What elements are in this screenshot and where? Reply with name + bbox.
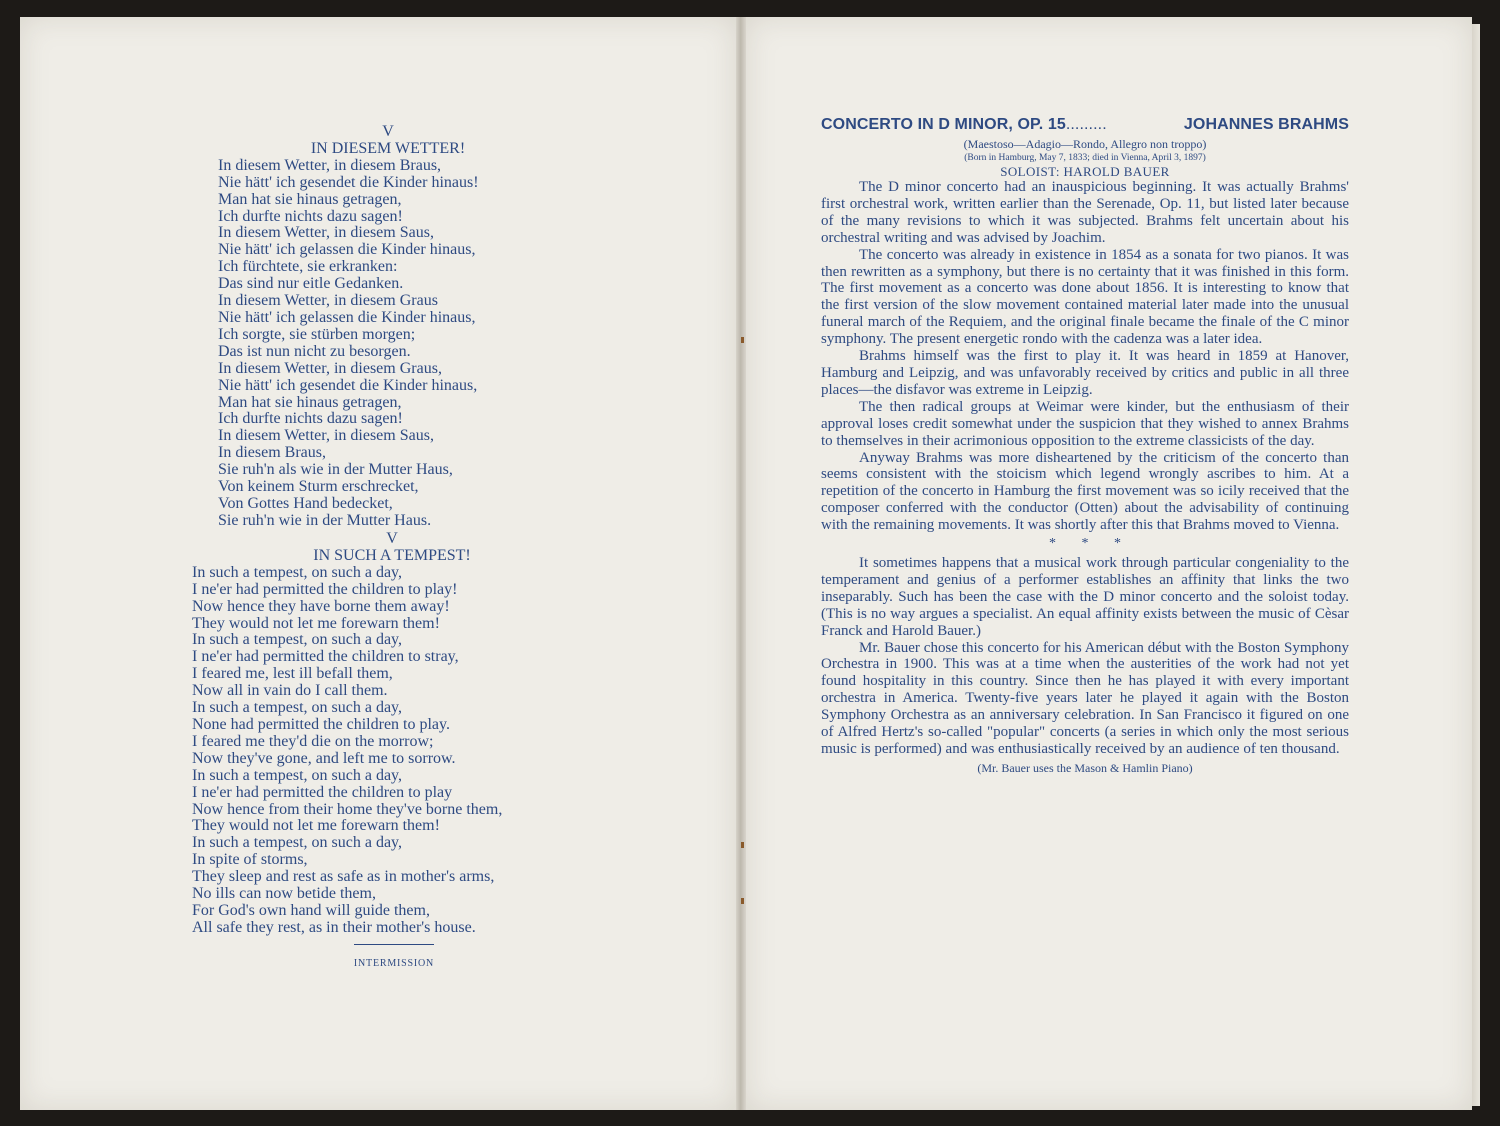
poem-line: In diesem Wetter, in diesem Graus — [218, 292, 438, 310]
poem-line: Nie hätt' ich gesendet die Kinder hinaus! — [218, 173, 479, 191]
poem-line: In spite of storms, — [192, 851, 308, 869]
paragraph: The concerto was already in existence in 1854 as a sonata for two pianos. It was then rewritten as a symphony, but there is no certainty that it was finished in this form. The first movement as a concerto was done about 1856. It is interesting to know that the first version of the slow movement contained material later made into the unusual funeral march of the Requiem, and the original finale became the finale of the C minor symphony. The present energetic rondo with the cadenza was a later idea. — [821, 246, 1349, 348]
poem-line: I ne'er had permitted the children to stray, — [192, 648, 459, 666]
paragraph: The D minor concerto had an inauspicious beginning. It was actually Brahms' first orchestral work, written earlier than the Serenade, Op. 11, but listed later because of the many revisions to which it was subjected. Brahms felt uncertain about his orchestral writing and was advised by Joachim. — [821, 179, 1349, 246]
notes-paragraphs — [821, 179, 1349, 534]
poem-line: Now hence from their home they've borne them, — [192, 800, 503, 818]
section-separator: * * * — [1049, 536, 1121, 552]
paragraph: Anyway Brahms was more disheartened by the criticism of the concerto than seems consistent with the stoicism which legend wrongly ascribes to him. At a repetition of the concerto in Hamburg the first movement was so icily received that the composer conferred with the conductor (Otten) about the advisability of continuing with the remaining movements. It was shortly after this that Brahms moved to Vienna. — [821, 449, 1349, 534]
poem-line: All safe they rest, as in their mother's house. — [192, 918, 476, 936]
german-poem — [218, 124, 578, 530]
poem-line: In such a tempest, on such a day, — [192, 699, 403, 717]
title-leader: ......... — [1065, 116, 1107, 133]
poem-line: I feared me, lest ill befall them, — [192, 665, 393, 683]
staple-mark — [741, 337, 744, 343]
poem-line: For God's own hand will guide them, — [192, 901, 430, 919]
poem-number: V — [382, 123, 394, 140]
book-gutter — [736, 17, 746, 1110]
movements: (Maestoso—Adagio—Rondo, Allegro non troppo) — [963, 137, 1207, 151]
paragraph: It sometimes happens that a musical work through particular congeniality to the temperament and genius of a performer establishes an affinity that links the two inseparably. Such has been the case with the D minor concerto and the soloist today. (This is no way argues a specialist. An equal affinity exists between the music of Cèsar Franck and Harold Bauer.) — [821, 555, 1349, 639]
poem-line: In diesem Braus, — [218, 444, 326, 462]
poem-line: Nie hätt' ich gelassen die Kinder hinaus, — [218, 308, 476, 326]
poem-line: Das ist nun nicht zu besorgen. — [218, 342, 411, 360]
poem-line: Von Gottes Hand bedecket, — [218, 494, 393, 512]
poem-line: In such a tempest, on such a day, — [192, 563, 403, 581]
staple-mark — [741, 898, 744, 904]
program-notes — [821, 116, 1349, 777]
composer-dates: (Born in Hamburg, May 7, 1833; died in Vienna, April 3, 1897) — [964, 153, 1206, 163]
poem-lines — [218, 158, 578, 530]
poem-line: Sie ruh'n als wie in der Mutter Haus, — [218, 461, 453, 479]
poem-line: Man hat sie hinaus getragen, — [218, 190, 402, 208]
poem-line: In such a tempest, on such a day, — [192, 766, 403, 784]
paragraph: Mr. Bauer chose this concerto for his American début with the Boston Symphony Orchestra in 1900. This was at a time when the austerities of the work had not yet found hospitality in this country. Since then he has played it with every important orchestra in America. Twenty-five years later he played it again with the Boston Symphony Orchestra as an anniversary celebration. In San Francisco it figured on one of Alfred Hertz's so-called "popular" concerts (a series in which only the most serious music is performed) and was enthusiastically received by an audience of ten thousand. — [821, 639, 1349, 757]
divider-rule — [354, 944, 434, 945]
poem-line: Ich durfte nichts dazu sagen! — [218, 410, 403, 428]
poem-line: Ich fürchtete, sie erkranken: — [218, 258, 398, 276]
poem-line: They sleep and rest as safe as in mother's arms, — [192, 868, 495, 886]
poem-line: Von keinem Sturm erschrecket, — [218, 478, 419, 496]
poem-line: In diesem Wetter, in diesem Braus, — [218, 156, 442, 174]
poem-line: Now all in vain do I call them. — [192, 682, 388, 700]
poem-lines — [192, 565, 612, 937]
english-poem — [192, 531, 612, 937]
notes-paragraphs-after — [821, 555, 1349, 758]
poem-line: I ne'er had permitted the children to play! — [192, 580, 458, 598]
poem-line: No ills can now betide them, — [192, 885, 376, 903]
poem-line: Man hat sie hinaus getragen, — [218, 393, 402, 411]
poem-line: Ich sorgte, sie stürben morgen; — [218, 325, 416, 343]
soloist: SOLOIST: HAROLD BAUER — [1000, 164, 1170, 179]
page-edge — [1472, 24, 1480, 1106]
paragraph: Brahms himself was the first to play it. It was heard in 1859 at Hanover, Hamburg and Leipzig, and was unfavorably received by critics and public in all three places—the disfavor was extreme in Leipzig. — [821, 348, 1349, 398]
poem-line: Now they've gone, and left me to sorrow. — [192, 749, 456, 767]
poem-line: Nie hätt' ich gesendet die Kinder hinaus, — [218, 376, 478, 394]
poem-line: In such a tempest, on such a day, — [192, 834, 403, 852]
poem-line: They would not let me forewarn them! — [192, 817, 440, 835]
intermission-label: INTERMISSION — [353, 958, 435, 969]
poem-line: Nie hätt' ich gelassen die Kinder hinaus, — [218, 241, 476, 259]
poem-line: In diesem Wetter, in diesem Graus, — [218, 359, 442, 377]
poem-line: Now hence they have borne them away! — [192, 597, 450, 615]
poem-line: None had permitted the children to play. — [192, 715, 450, 733]
poem-line: In such a tempest, on such a day, — [192, 631, 403, 649]
poem-number: V — [386, 530, 398, 547]
poem-line: Das sind nur eitle Gedanken. — [218, 275, 404, 293]
poem-line: They would not let me forewarn them! — [192, 614, 440, 632]
piano-note: (Mr. Bauer uses the Mason & Hamlin Piano) — [977, 760, 1193, 775]
poem-line: Sie ruh'n wie in der Mutter Haus. — [218, 511, 432, 529]
work-name: CONCERTO IN D MINOR, OP. 15 — [821, 116, 1066, 133]
poem-line: Ich durfte nichts dazu sagen! — [218, 207, 403, 225]
paragraph: The then radical groups at Weimar were kinder, but the enthusiasm of their approval loses credit somewhat under the suspicion that they wished to annex Brahms to themselves in their acrimonious opposition to the extreme classicists of the day. — [821, 398, 1349, 449]
staple-mark — [741, 842, 744, 848]
poem-title: IN SUCH A TEMPEST! — [313, 546, 471, 564]
poem-line: I feared me they'd die on the morrow; — [192, 732, 434, 750]
poem-title: IN DIESEM WETTER! — [310, 139, 466, 157]
poem-line: I ne'er had permitted the children to play — [192, 783, 453, 801]
poem-line: In diesem Wetter, in diesem Saus, — [218, 224, 434, 242]
poem-line: In diesem Wetter, in diesem Saus, — [218, 427, 434, 445]
composer-name: JOHANNES BRAHMS — [1183, 116, 1349, 133]
work-title — [821, 116, 1349, 134]
